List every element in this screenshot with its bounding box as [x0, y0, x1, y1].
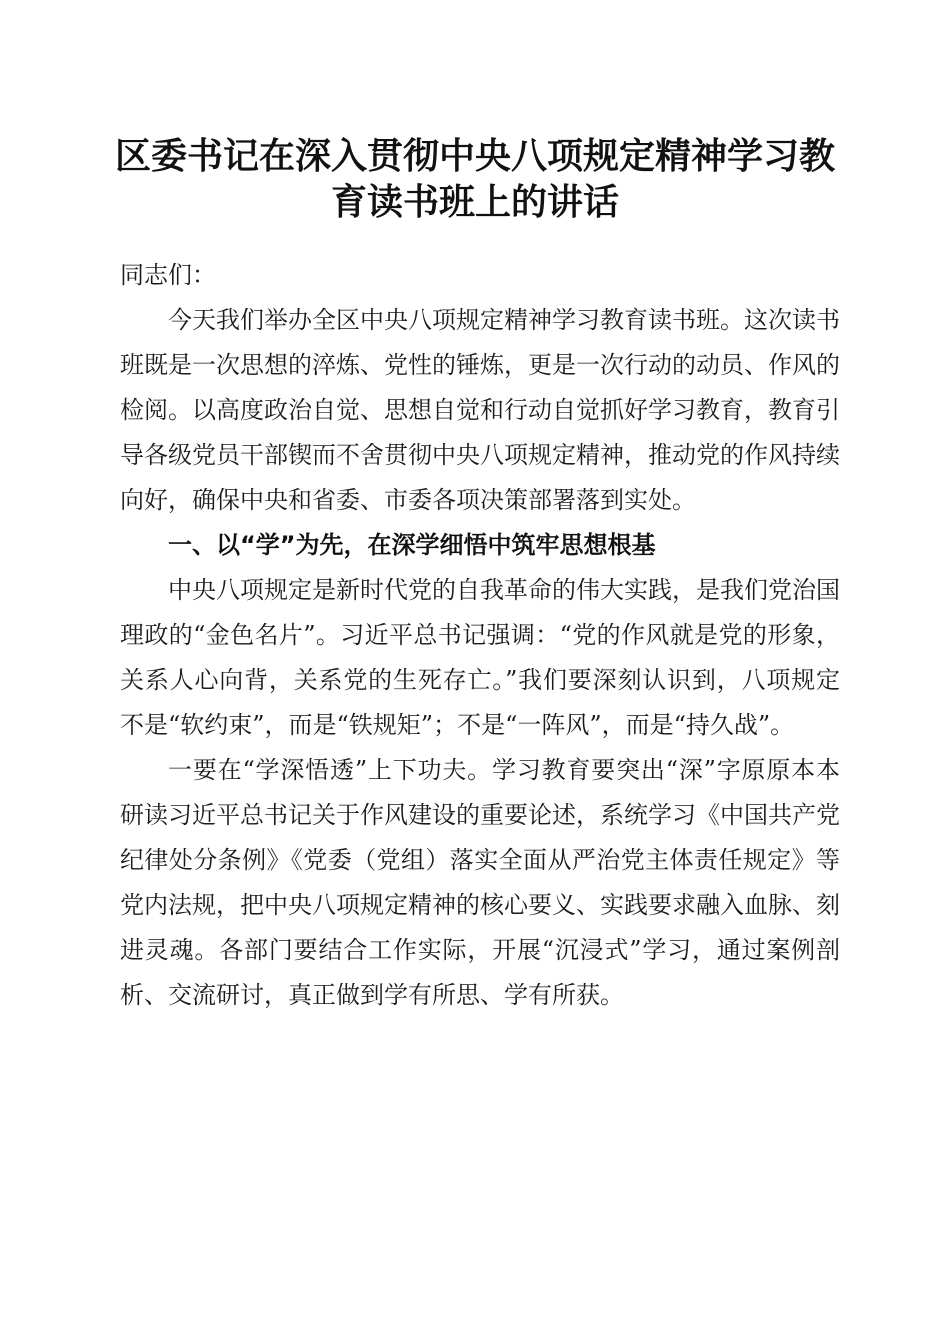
- title-line-1: 区委书记在深入贯彻中央八项规定精神学习教: [114, 135, 835, 177]
- intro-paragraph: 今天我们举办全区中央八项规定精神学习教育读书班。这次读书班既是一次思想的淬炼、党性的锤炼，更是一次行动的动员、作风的检阅。以高度政治自觉、思想自觉和行动自觉抓好学习教育，教育引导各级党员干部锲而不舍贯彻中央八项规定精神，推动党的作风持续向好，确保中央和省委、市委各项决策部署落到实处。: [120, 306, 840, 514]
- section-heading: 一、以“学”为先，在深学细悟中筑牢思想根基: [168, 531, 656, 559]
- section-paragraph: 一要在“学深悟透”上下功夫。学习教育要突出“深”字原原本本研读习近平总书记关于作风建设的重要论述，系统学习《中国共产党纪律处分条例》《党委（党组）落实全面从严治党主体责任规定》等党内法规，把中央八项规定精神的核心要义、实践要求融入血脉、刻进灵魂。各部门要结合工作实际，开展“沉浸式”学习，通过案例剖析、交流研讨，真正做到学有所思、学有所获。: [120, 756, 840, 1009]
- document-title: [100, 133, 850, 225]
- document-body: [120, 253, 840, 1018]
- section-paragraph: 中央八项规定是新时代党的自我革命的伟大实践，是我们党治国理政的“金色名片”。习近平总书记强调：“党的作风就是党的形象，关系人心向背，关系党的生死存亡。”我们要深刻认识到，八项规定不是“软约束”，而是“铁规矩”；不是“一阵风”，而是“持久战”。: [120, 576, 840, 739]
- salutation: 同志们：: [120, 261, 216, 289]
- title-line-2: 育读书班上的讲话: [330, 181, 619, 223]
